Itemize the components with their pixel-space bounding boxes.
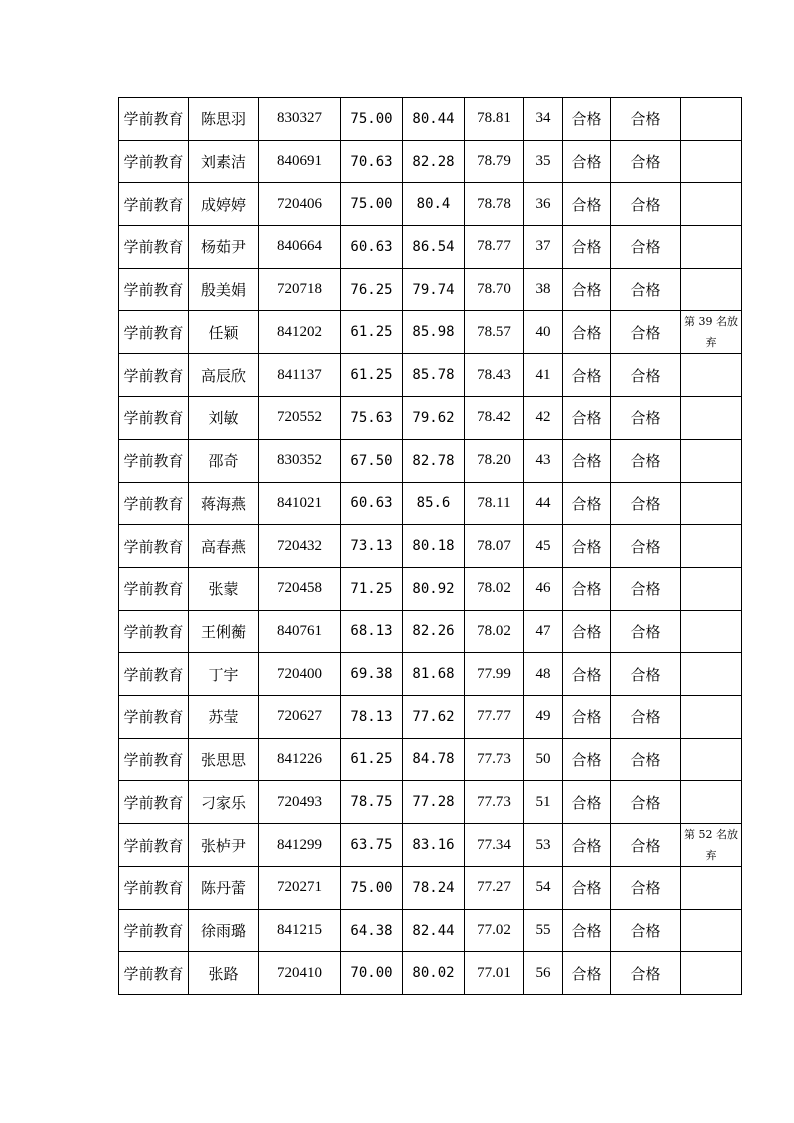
written-score-cell: 78.75 [341, 781, 403, 824]
candidate-id-cell: 841137 [259, 354, 341, 397]
table-row [119, 738, 742, 781]
note-cell [681, 226, 742, 269]
name-cell: 王俐蘅 [189, 610, 259, 653]
candidate-id-cell: 720406 [259, 183, 341, 226]
name-cell: 丁宇 [189, 653, 259, 696]
written-score-cell: 64.38 [341, 909, 403, 952]
table-row [119, 653, 742, 696]
inspection-cell: 合格 [611, 909, 681, 952]
inspection-cell: 合格 [611, 311, 681, 354]
candidate-id-cell: 830352 [259, 439, 341, 482]
interview-score-cell: 85.98 [403, 311, 465, 354]
physical-exam-cell: 合格 [563, 610, 611, 653]
inspection-cell: 合格 [611, 482, 681, 525]
name-cell: 殷美娟 [189, 268, 259, 311]
interview-score-cell: 80.92 [403, 567, 465, 610]
interview-score-cell: 78.24 [403, 867, 465, 910]
note-cell [681, 610, 742, 653]
written-score-cell: 76.25 [341, 268, 403, 311]
interview-score-cell: 85.6 [403, 482, 465, 525]
total-score-cell: 78.77 [465, 226, 524, 269]
note-cell [681, 738, 742, 781]
rank-cell: 34 [524, 98, 563, 141]
rank-cell: 43 [524, 439, 563, 482]
rank-cell: 41 [524, 354, 563, 397]
table-body [119, 98, 742, 995]
table-row [119, 909, 742, 952]
note-cell [681, 482, 742, 525]
written-score-cell: 78.13 [341, 695, 403, 738]
physical-exam-cell: 合格 [563, 738, 611, 781]
interview-score-cell: 80.4 [403, 183, 465, 226]
inspection-cell: 合格 [611, 738, 681, 781]
rank-cell: 46 [524, 567, 563, 610]
rank-cell: 45 [524, 525, 563, 568]
interview-score-cell: 85.78 [403, 354, 465, 397]
name-cell: 任颖 [189, 311, 259, 354]
table-row [119, 226, 742, 269]
candidate-id-cell: 720432 [259, 525, 341, 568]
rank-cell: 35 [524, 140, 563, 183]
major-cell: 学前教育 [119, 140, 189, 183]
major-cell: 学前教育 [119, 482, 189, 525]
table-row [119, 824, 742, 867]
written-score-cell: 60.63 [341, 226, 403, 269]
table-row [119, 311, 742, 354]
written-score-cell: 75.00 [341, 183, 403, 226]
major-cell: 学前教育 [119, 98, 189, 141]
interview-score-cell: 79.62 [403, 397, 465, 440]
table-row [119, 695, 742, 738]
physical-exam-cell: 合格 [563, 268, 611, 311]
rank-cell: 49 [524, 695, 563, 738]
physical-exam-cell: 合格 [563, 653, 611, 696]
total-score-cell: 77.77 [465, 695, 524, 738]
table-row [119, 610, 742, 653]
rank-cell: 47 [524, 610, 563, 653]
note-cell [681, 653, 742, 696]
inspection-cell: 合格 [611, 567, 681, 610]
inspection-cell: 合格 [611, 781, 681, 824]
rank-cell: 36 [524, 183, 563, 226]
major-cell: 学前教育 [119, 695, 189, 738]
written-score-cell: 67.50 [341, 439, 403, 482]
physical-exam-cell: 合格 [563, 140, 611, 183]
rank-cell: 38 [524, 268, 563, 311]
physical-exam-cell: 合格 [563, 183, 611, 226]
major-cell: 学前教育 [119, 354, 189, 397]
table-row [119, 397, 742, 440]
table-row [119, 140, 742, 183]
name-cell: 陈丹蕾 [189, 867, 259, 910]
candidate-id-cell: 841202 [259, 311, 341, 354]
written-score-cell: 61.25 [341, 354, 403, 397]
physical-exam-cell: 合格 [563, 781, 611, 824]
name-cell: 邵奇 [189, 439, 259, 482]
table-row [119, 439, 742, 482]
rank-cell: 37 [524, 226, 563, 269]
major-cell: 学前教育 [119, 525, 189, 568]
results-table [118, 97, 742, 995]
note-cell [681, 567, 742, 610]
candidate-id-cell: 840761 [259, 610, 341, 653]
name-cell: 苏莹 [189, 695, 259, 738]
name-cell: 蒋海燕 [189, 482, 259, 525]
major-cell: 学前教育 [119, 653, 189, 696]
inspection-cell: 合格 [611, 952, 681, 995]
candidate-id-cell: 720458 [259, 567, 341, 610]
total-score-cell: 78.70 [465, 268, 524, 311]
rank-cell: 50 [524, 738, 563, 781]
rank-cell: 56 [524, 952, 563, 995]
table-row [119, 867, 742, 910]
name-cell: 高春燕 [189, 525, 259, 568]
interview-score-cell: 82.44 [403, 909, 465, 952]
inspection-cell: 合格 [611, 183, 681, 226]
inspection-cell: 合格 [611, 867, 681, 910]
candidate-id-cell: 840691 [259, 140, 341, 183]
rank-cell: 53 [524, 824, 563, 867]
rank-cell: 55 [524, 909, 563, 952]
total-score-cell: 78.57 [465, 311, 524, 354]
written-score-cell: 75.63 [341, 397, 403, 440]
name-cell: 刁家乐 [189, 781, 259, 824]
rank-cell: 44 [524, 482, 563, 525]
inspection-cell: 合格 [611, 610, 681, 653]
name-cell: 张栌尹 [189, 824, 259, 867]
name-cell: 徐雨璐 [189, 909, 259, 952]
table-row [119, 268, 742, 311]
written-score-cell: 75.00 [341, 867, 403, 910]
note-cell [681, 397, 742, 440]
physical-exam-cell: 合格 [563, 867, 611, 910]
note-text: 第 52 名放弃 [684, 828, 738, 862]
candidate-id-cell: 841215 [259, 909, 341, 952]
physical-exam-cell: 合格 [563, 952, 611, 995]
physical-exam-cell: 合格 [563, 397, 611, 440]
interview-score-cell: 81.68 [403, 653, 465, 696]
name-cell: 刘素洁 [189, 140, 259, 183]
interview-score-cell: 86.54 [403, 226, 465, 269]
physical-exam-cell: 合格 [563, 567, 611, 610]
inspection-cell: 合格 [611, 226, 681, 269]
inspection-cell: 合格 [611, 525, 681, 568]
note-cell [681, 909, 742, 952]
note-cell [681, 952, 742, 995]
major-cell: 学前教育 [119, 397, 189, 440]
written-score-cell: 71.25 [341, 567, 403, 610]
total-score-cell: 78.11 [465, 482, 524, 525]
inspection-cell: 合格 [611, 98, 681, 141]
rank-cell: 48 [524, 653, 563, 696]
total-score-cell: 78.78 [465, 183, 524, 226]
physical-exam-cell: 合格 [563, 482, 611, 525]
rank-cell: 40 [524, 311, 563, 354]
interview-score-cell: 82.28 [403, 140, 465, 183]
rank-cell: 51 [524, 781, 563, 824]
physical-exam-cell: 合格 [563, 98, 611, 141]
interview-score-cell: 80.02 [403, 952, 465, 995]
total-score-cell: 77.99 [465, 653, 524, 696]
total-score-cell: 78.42 [465, 397, 524, 440]
physical-exam-cell: 合格 [563, 354, 611, 397]
rank-cell: 42 [524, 397, 563, 440]
note-cell [681, 268, 742, 311]
total-score-cell: 77.73 [465, 781, 524, 824]
inspection-cell: 合格 [611, 397, 681, 440]
written-score-cell: 61.25 [341, 311, 403, 354]
name-cell: 张路 [189, 952, 259, 995]
candidate-id-cell: 720627 [259, 695, 341, 738]
name-cell: 高辰欣 [189, 354, 259, 397]
table-row [119, 183, 742, 226]
candidate-id-cell: 841299 [259, 824, 341, 867]
interview-score-cell: 79.74 [403, 268, 465, 311]
note-cell [681, 311, 742, 354]
total-score-cell: 78.43 [465, 354, 524, 397]
major-cell: 学前教育 [119, 226, 189, 269]
table-row [119, 482, 742, 525]
total-score-cell: 77.27 [465, 867, 524, 910]
table-row [119, 98, 742, 141]
candidate-id-cell: 830327 [259, 98, 341, 141]
candidate-id-cell: 720271 [259, 867, 341, 910]
written-score-cell: 69.38 [341, 653, 403, 696]
interview-score-cell: 82.26 [403, 610, 465, 653]
interview-score-cell: 83.16 [403, 824, 465, 867]
total-score-cell: 77.01 [465, 952, 524, 995]
written-score-cell: 73.13 [341, 525, 403, 568]
written-score-cell: 63.75 [341, 824, 403, 867]
note-cell [681, 824, 742, 867]
physical-exam-cell: 合格 [563, 226, 611, 269]
note-cell [681, 867, 742, 910]
note-cell [681, 98, 742, 141]
candidate-id-cell: 720410 [259, 952, 341, 995]
total-score-cell: 78.79 [465, 140, 524, 183]
total-score-cell: 78.02 [465, 610, 524, 653]
note-cell [681, 354, 742, 397]
major-cell: 学前教育 [119, 824, 189, 867]
candidate-id-cell: 720493 [259, 781, 341, 824]
major-cell: 学前教育 [119, 952, 189, 995]
note-cell [681, 439, 742, 482]
inspection-cell: 合格 [611, 439, 681, 482]
candidate-id-cell: 840664 [259, 226, 341, 269]
written-score-cell: 70.00 [341, 952, 403, 995]
interview-score-cell: 77.28 [403, 781, 465, 824]
candidate-id-cell: 841021 [259, 482, 341, 525]
inspection-cell: 合格 [611, 140, 681, 183]
major-cell: 学前教育 [119, 268, 189, 311]
physical-exam-cell: 合格 [563, 695, 611, 738]
interview-score-cell: 77.62 [403, 695, 465, 738]
name-cell: 成婷婷 [189, 183, 259, 226]
major-cell: 学前教育 [119, 311, 189, 354]
major-cell: 学前教育 [119, 909, 189, 952]
candidate-id-cell: 841226 [259, 738, 341, 781]
total-score-cell: 78.02 [465, 567, 524, 610]
table-row [119, 952, 742, 995]
inspection-cell: 合格 [611, 268, 681, 311]
major-cell: 学前教育 [119, 183, 189, 226]
written-score-cell: 68.13 [341, 610, 403, 653]
note-cell [681, 183, 742, 226]
interview-score-cell: 80.18 [403, 525, 465, 568]
table-row [119, 525, 742, 568]
major-cell: 学前教育 [119, 439, 189, 482]
total-score-cell: 78.07 [465, 525, 524, 568]
inspection-cell: 合格 [611, 695, 681, 738]
note-cell [681, 140, 742, 183]
total-score-cell: 77.34 [465, 824, 524, 867]
major-cell: 学前教育 [119, 781, 189, 824]
total-score-cell: 77.02 [465, 909, 524, 952]
major-cell: 学前教育 [119, 867, 189, 910]
written-score-cell: 60.63 [341, 482, 403, 525]
candidate-id-cell: 720400 [259, 653, 341, 696]
rank-cell: 54 [524, 867, 563, 910]
inspection-cell: 合格 [611, 653, 681, 696]
note-cell [681, 781, 742, 824]
name-cell: 张思思 [189, 738, 259, 781]
note-cell [681, 695, 742, 738]
major-cell: 学前教育 [119, 738, 189, 781]
inspection-cell: 合格 [611, 824, 681, 867]
physical-exam-cell: 合格 [563, 525, 611, 568]
name-cell: 张蒙 [189, 567, 259, 610]
major-cell: 学前教育 [119, 567, 189, 610]
total-score-cell: 78.20 [465, 439, 524, 482]
physical-exam-cell: 合格 [563, 439, 611, 482]
total-score-cell: 78.81 [465, 98, 524, 141]
table-row [119, 781, 742, 824]
note-cell [681, 525, 742, 568]
physical-exam-cell: 合格 [563, 824, 611, 867]
table-row [119, 567, 742, 610]
inspection-cell: 合格 [611, 354, 681, 397]
table-row [119, 354, 742, 397]
name-cell: 杨茹尹 [189, 226, 259, 269]
physical-exam-cell: 合格 [563, 909, 611, 952]
written-score-cell: 70.63 [341, 140, 403, 183]
candidate-id-cell: 720552 [259, 397, 341, 440]
written-score-cell: 61.25 [341, 738, 403, 781]
interview-score-cell: 84.78 [403, 738, 465, 781]
major-cell: 学前教育 [119, 610, 189, 653]
physical-exam-cell: 合格 [563, 311, 611, 354]
interview-score-cell: 82.78 [403, 439, 465, 482]
name-cell: 刘敏 [189, 397, 259, 440]
written-score-cell: 75.00 [341, 98, 403, 141]
name-cell: 陈思羽 [189, 98, 259, 141]
total-score-cell: 77.73 [465, 738, 524, 781]
candidate-id-cell: 720718 [259, 268, 341, 311]
note-text: 第 39 名放弃 [684, 315, 738, 350]
interview-score-cell: 80.44 [403, 98, 465, 141]
